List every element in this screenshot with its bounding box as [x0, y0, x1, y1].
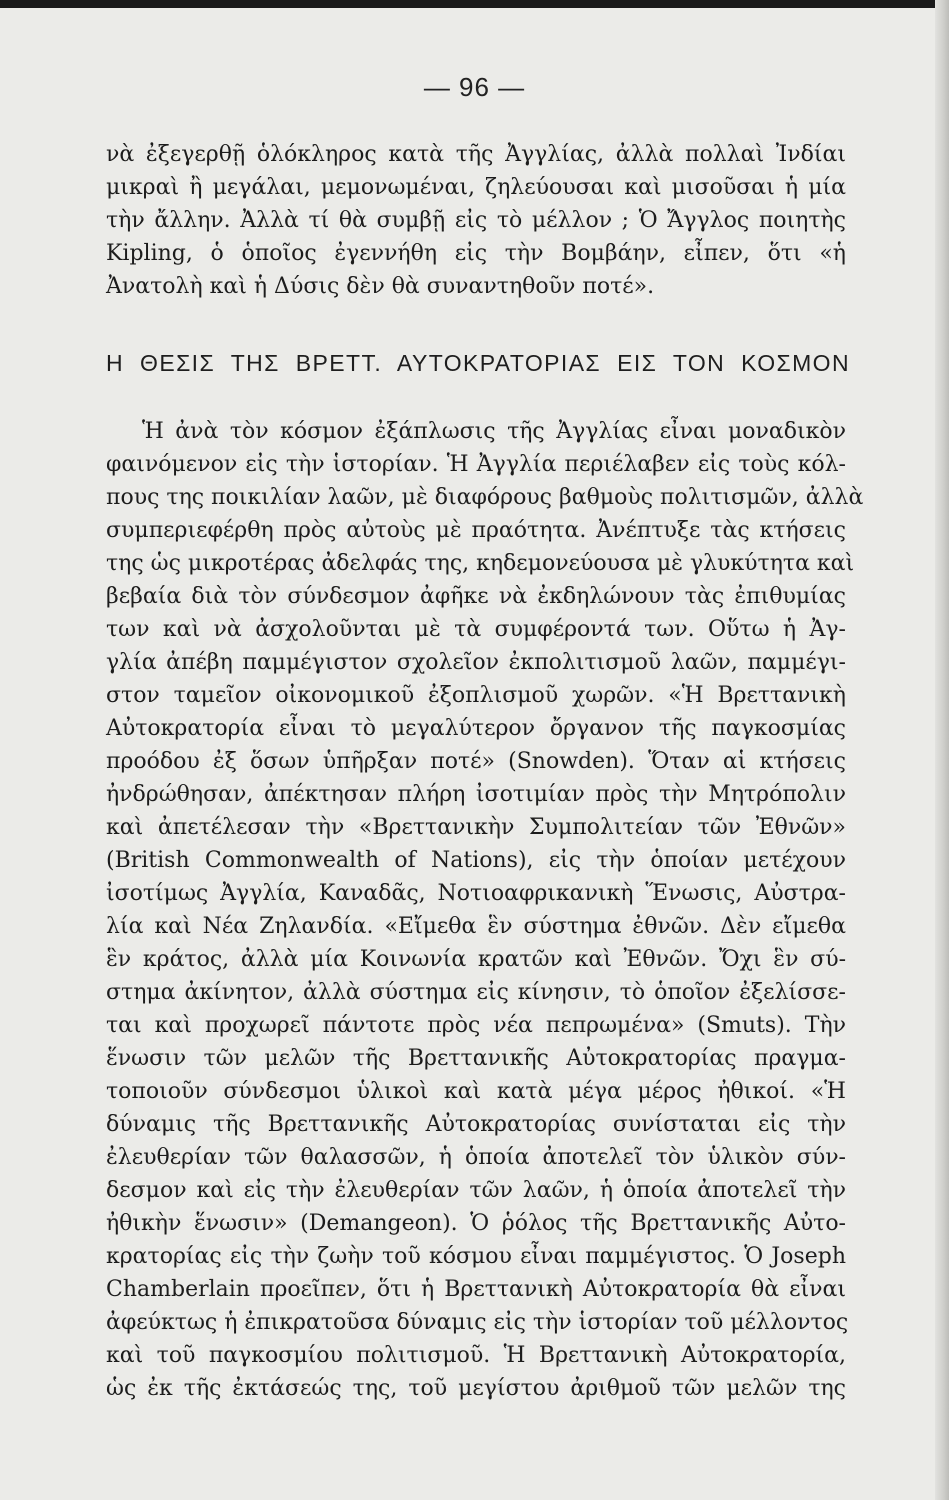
section-heading: Η ΘΕΣΙΣ ΤΗΣ ΒΡΕΤΤ. ΑΥΤΟΚΡΑΤΟΡΙΑΣ ΕΙΣ ΤΟΝ ΚΟΣΜΟΝ — [106, 350, 850, 376]
text-line: συμπεριεφέρθη πρὸς αὐτοὺς μὲ πραότητα. Ἀνέπτυξε τὰς κτήσεις — [106, 518, 846, 543]
text-line: φαινόμενον εἰς τὴν ἱστορίαν. Ἡ Ἀγγλία περιέλαβεν εἰς τοὺς κόλ- — [106, 452, 846, 477]
text-line: (British Commonwealth of Nations), εἰς τὴν ὁποίαν μετέχουν — [106, 848, 846, 873]
page-number: — 96 — — [423, 72, 526, 102]
text-line: βεβαία διὰ τὸν σύνδεσμον ἀφῆκε νὰ ἐκδηλώνουν τὰς ἐπιθυμίας — [106, 584, 846, 609]
text-line: Chamberlain προεῖπεν, ὅτι ἡ Βρεττανικὴ Αὐτοκρατορία θὰ εἶναι — [106, 1277, 846, 1302]
paragraph-main — [106, 415, 864, 1405]
text-line: δύναμις τῆς Βρεττανικῆς Αὐτοκρατορίας συνίσταται εἰς τὴν — [106, 1112, 846, 1137]
text-line: Ἀνατολὴ καὶ ἡ Δύσις δὲν θὰ συναντηθοῦν ποτέ». — [106, 274, 655, 299]
page-spine-edge — [935, 0, 949, 1500]
text-line: στον ταμεῖον οἰκονομικοῦ ἐξοπλισμοῦ χωρῶν. «Ἡ Βρεττανικὴ — [106, 683, 846, 708]
text-line: τοποιοῦν σύνδεσμοι ὑλικοὶ καὶ κατὰ μέγα μέρος ἠθικοί. «Ἡ — [106, 1079, 846, 1104]
text-line: Ἡ ἀνὰ τὸν κόσμον ἐξάπλωσις τῆς Ἀγγλίας εἶναι μοναδικὸν — [142, 419, 846, 444]
text-line: ται καὶ προχωρεῖ πάντοτε πρὸς νέα πεπρωμένα» (Smuts). Τὴν — [106, 1013, 846, 1038]
text-line: ἠνδρώθησαν, ἀπέκτησαν πλήρη ἰσοτιμίαν πρὸς τὴν Μητρόπολιν — [106, 782, 846, 807]
text-line: προόδου ἐξ ὅσων ὑπῆρξαν ποτέ» (Snowden). Ὅταν αἱ κτήσεις — [106, 749, 846, 774]
text-line: Αὐτοκρατορία εἶναι τὸ μεγαλύτερον ὄργανον τῆς παγκοσμίας — [106, 716, 846, 741]
text-line: ἕνωσιν τῶν μελῶν τῆς Βρεττανικῆς Αὐτοκρατορίας πραγμα- — [106, 1046, 846, 1071]
text-line: ὡς ἐκ τῆς ἐκτάσεώς της, τοῦ μεγίστου ἀριθμοῦ τῶν μελῶν της — [106, 1376, 846, 1401]
text-line: των καὶ νὰ ἀσχολοῦνται μὲ τὰ συμφέροντά των. Οὕτω ἡ Ἀγ- — [106, 617, 846, 642]
text-line: ἰσοτίμως Ἀγγλία, Καναδᾶς, Νοτιοαφρικανικὴ Ἕνωσις, Αὐστρα- — [106, 881, 846, 906]
text-line: πους της ποικιλίαν λαῶν, μὲ διαφόρους βαθμοὺς πολιτισμῶν, ἀλλὰ — [106, 485, 864, 510]
text-line: λία καὶ Νέα Ζηλανδία. «Εἴμεθα ἓν σύστημα ἐθνῶν. Δὲν εἴμεθα — [106, 914, 846, 939]
text-line: νὰ ἐξεγερθῇ ὁλόκληρος κατὰ τῆς Ἀγγλίας, ἀλλὰ πολλαὶ Ἰνδίαι — [106, 142, 846, 167]
text-line: καὶ τοῦ παγκοσμίου πολιτισμοῦ. Ἡ Βρεττανικὴ Αὐτοκρατορία, — [106, 1343, 846, 1368]
text-line: δεσμον καὶ εἰς τὴν ἐλευθερίαν τῶν λαῶν, ἡ ὁποία ἀποτελεῖ τὴν — [106, 1178, 846, 1203]
text-line: της ὡς μικροτέρας ἀδελφάς της, κηδεμονεύουσα μὲ γλυκύτητα καὶ — [106, 551, 855, 576]
text-line: ἐλευθερίαν τῶν θαλασσῶν, ἡ ὁποία ἀποτελεῖ τὸν ὑλικὸν σύν- — [106, 1145, 846, 1170]
text-line: στημα ἀκίνητον, ἀλλὰ σύστημα εἰς κίνησιν, τὸ ὁποῖον ἐξελίσσε- — [106, 980, 846, 1005]
text-line: καὶ ἀπετέλεσαν τὴν «Βρεττανικὴν Συμπολιτείαν τῶν Ἐθνῶν» — [106, 815, 846, 840]
text-line: ἀφεύκτως ἡ ἐπικρατοῦσα δύναμις εἰς τὴν ἱστορίαν τοῦ μέλλοντος — [106, 1310, 849, 1335]
scan-top-border — [0, 0, 949, 8]
text-line: μικραὶ ἢ μεγάλαι, μεμονωμέναι, ζηλεύουσαι καὶ μισοῦσαι ἡ μία — [106, 175, 846, 200]
text-line: γλία ἀπέβη παμμέγιστον σχολεῖον ἐκπολιτισμοῦ λαῶν, παμμέγι- — [106, 650, 846, 675]
paragraph-intro — [106, 138, 846, 303]
text-line: Kipling, ὁ ὁποῖος ἐγεννήθη εἰς τὴν Βομβάην, εἶπεν, ὅτι «ἡ — [106, 241, 846, 266]
text-line: ἠθικὴν ἕνωσιν» (Demangeon). Ὁ ῥόλος τῆς Βρεττανικῆς Αὐτο- — [106, 1211, 846, 1236]
text-line: τὴν ἄλλην. Ἀλλὰ τί θὰ συμβῇ εἰς τὸ μέλλον ; Ὁ Ἄγγλος ποιητὴς — [106, 208, 846, 233]
text-line: κρατορίας εἰς τὴν ζωὴν τοῦ κόσμου εἶναι παμμέγιστος. Ὁ Joseph — [106, 1244, 846, 1269]
text-line: ἓν κράτος, ἀλλὰ μία Κοινωνία κρατῶν καὶ Ἐθνῶν. Ὄχι ἓν σύ- — [106, 947, 846, 972]
